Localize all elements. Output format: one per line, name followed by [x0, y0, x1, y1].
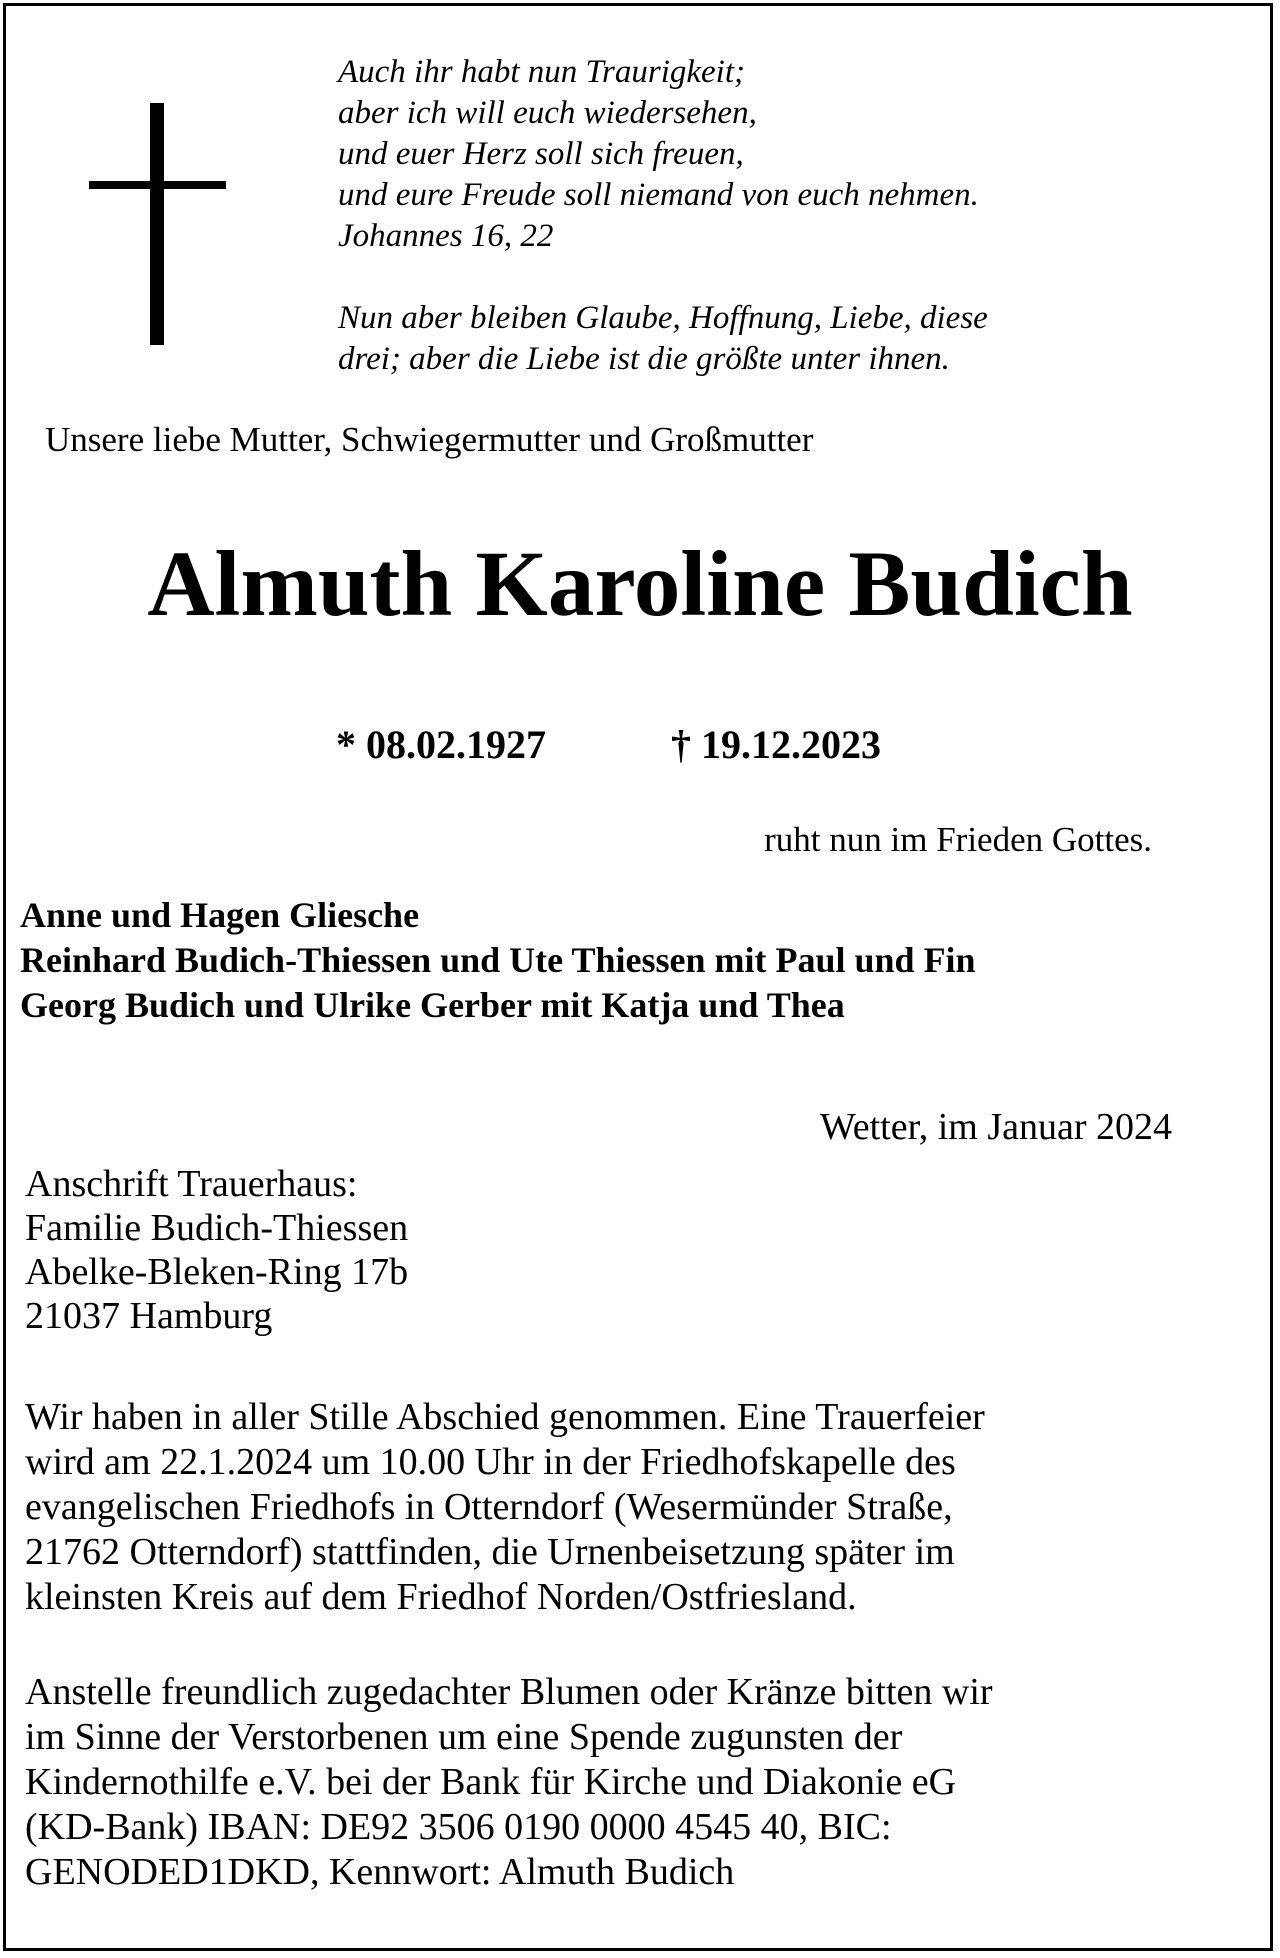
rest-text: ruht nun im Frieden Gottes. — [764, 820, 1152, 859]
verse-line: und eure Freude soll niemand von euch nehmen. — [338, 177, 979, 213]
bible-verse — [338, 52, 1238, 380]
paragraph-line: Wir haben in aller Stille Abschied genommen. Eine Trauerfeier — [25, 1396, 985, 1438]
address-line: 21037 Hamburg — [25, 1295, 273, 1337]
intro-text: Unsere liebe Mutter, Schwiegermutter und Großmutter — [45, 420, 814, 459]
family-list — [20, 893, 976, 1028]
family-line: Anne und Hagen Gliesche — [20, 895, 420, 935]
paragraph-line: im Sinne der Verstorbenen um eine Spende zugunsten der — [25, 1716, 903, 1758]
verse-line: aber ich will euch wiedersehen, — [338, 95, 757, 131]
birth-date: * 08.02.1927 — [336, 722, 546, 767]
verse-line: drei; aber die Liebe ist die größte unter ihnen. — [338, 341, 950, 377]
donation-paragraph — [25, 1670, 993, 1895]
death-date: † 19.12.2023 — [671, 722, 881, 767]
paragraph-line: (KD-Bank) IBAN: DE92 3506 0190 0000 4545 40, BIC: — [25, 1806, 892, 1848]
paragraph-line: GENODED1DKD, Kennwort: Almuth Budich — [25, 1851, 735, 1893]
paragraph-line: wird am 22.1.2024 um 10.00 Uhr in der Friedhofskapelle des — [25, 1441, 956, 1483]
verse-line: Nun aber bleiben Glaube, Hoffnung, Liebe, diese — [338, 300, 988, 336]
verse-reference: Johannes 16, 22 — [338, 218, 554, 254]
deceased-name: Almuth Karoline Budich — [147, 533, 1133, 636]
cross-vertical-bar — [150, 103, 164, 345]
cross-horizontal-bar — [89, 181, 226, 189]
verse-gap — [338, 257, 1238, 298]
funeral-info-paragraph — [25, 1395, 985, 1620]
address-line: Abelke-Bleken-Ring 17b — [25, 1251, 409, 1293]
family-line: Reinhard Budich-Thiessen und Ute Thiessen mit Paul und Fin — [20, 940, 976, 980]
address-line: Anschrift Trauerhaus: — [25, 1163, 358, 1205]
paragraph-line: Kindernothilfe e.V. bei der Bank für Kirche und Diakonie eG — [25, 1761, 957, 1803]
paragraph-line: Anstelle freundlich zugedachter Blumen oder Kränze bitten wir — [25, 1671, 993, 1713]
verse-line: und euer Herz soll sich freuen, — [338, 136, 744, 172]
family-line: Georg Budich und Ulrike Gerber mit Katja und Thea — [20, 985, 845, 1025]
address-line: Familie Budich-Thiessen — [25, 1207, 409, 1249]
verse-line: Auch ihr habt nun Traurigkeit; — [338, 54, 745, 90]
paragraph-line: kleinsten Kreis auf dem Friedhof Norden/Ostfriesland. — [25, 1576, 857, 1618]
paragraph-line: evangelischen Friedhofs in Otterndorf (Wesermünder Straße, — [25, 1486, 953, 1528]
place-date: Wetter, im Januar 2024 — [819, 1106, 1172, 1148]
paragraph-line: 21762 Otterndorf) stattfinden, die Urnenbeisetzung später im — [25, 1531, 955, 1573]
mourning-address — [25, 1162, 408, 1338]
